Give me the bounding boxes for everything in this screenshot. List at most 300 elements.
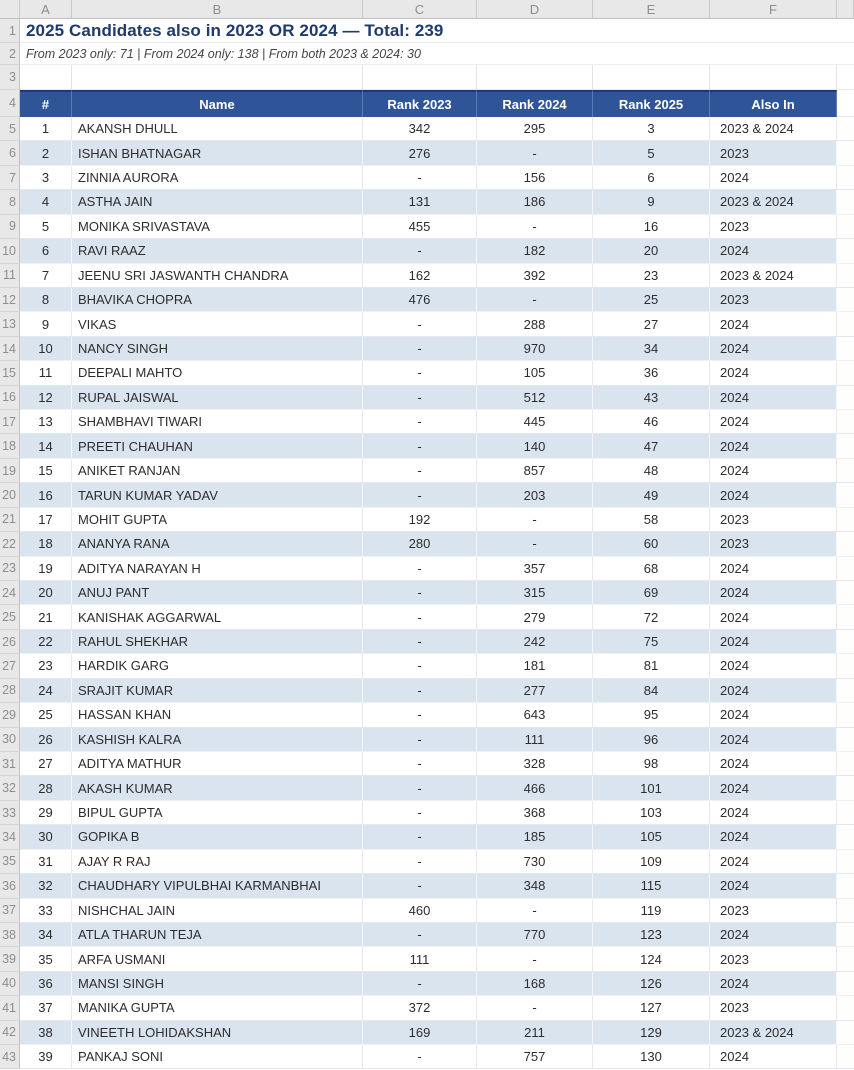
rank-2025-cell[interactable] xyxy=(593,386,710,410)
index-cell[interactable] xyxy=(20,630,72,654)
also-in-cell[interactable] xyxy=(710,630,837,654)
row-number[interactable]: 23 xyxy=(0,557,20,581)
rank-2025-cell[interactable] xyxy=(593,459,710,483)
rank-2025-cell[interactable] xyxy=(593,996,710,1020)
header-cell-rank-2024[interactable] xyxy=(477,90,593,117)
row-number[interactable]: 8 xyxy=(0,190,20,214)
name-cell[interactable] xyxy=(72,703,363,727)
rank-2025-cell[interactable] xyxy=(593,972,710,996)
also-in-cell[interactable] xyxy=(710,434,837,458)
rank-2024-cell[interactable] xyxy=(477,630,593,654)
rank-2024-cell[interactable] xyxy=(477,386,593,410)
also-in-cell[interactable] xyxy=(710,557,837,581)
name-cell[interactable] xyxy=(72,1021,363,1045)
column-letter-e[interactable]: E xyxy=(593,0,710,19)
rank-2025-cell[interactable] xyxy=(593,654,710,678)
rank-2024-cell[interactable] xyxy=(477,801,593,825)
row-number[interactable]: 5 xyxy=(0,117,20,141)
rank-2025-cell[interactable] xyxy=(593,337,710,361)
rank-2023-cell[interactable] xyxy=(363,679,477,703)
rank-2023-cell[interactable] xyxy=(363,312,477,336)
row-number[interactable]: 14 xyxy=(0,337,20,361)
row-number[interactable]: 42 xyxy=(0,1021,20,1045)
rank-2024-cell[interactable] xyxy=(477,923,593,947)
rank-2025-cell[interactable] xyxy=(593,630,710,654)
also-in-cell[interactable] xyxy=(710,752,837,776)
name-cell[interactable] xyxy=(72,166,363,190)
rank-2023-cell[interactable] xyxy=(363,288,477,312)
name-cell[interactable] xyxy=(72,581,363,605)
name-cell[interactable] xyxy=(72,850,363,874)
index-cell[interactable] xyxy=(20,166,72,190)
row-number[interactable]: 18 xyxy=(0,434,20,458)
rank-2023-cell[interactable] xyxy=(363,337,477,361)
row-number[interactable]: 24 xyxy=(0,581,20,605)
rank-2025-cell[interactable] xyxy=(593,703,710,727)
also-in-cell[interactable] xyxy=(710,361,837,385)
rank-2023-cell[interactable] xyxy=(363,1045,477,1069)
rank-2023-cell[interactable] xyxy=(363,581,477,605)
also-in-cell[interactable] xyxy=(710,825,837,849)
also-in-cell[interactable] xyxy=(710,532,837,556)
rank-2024-cell[interactable] xyxy=(477,1021,593,1045)
name-cell-value: ISHAN BHATNAGAR xyxy=(78,145,202,161)
index-cell[interactable] xyxy=(20,1021,72,1045)
index-cell[interactable] xyxy=(20,679,72,703)
name-cell[interactable] xyxy=(72,190,363,214)
row-number[interactable]: 4 xyxy=(0,90,20,117)
empty-cell[interactable] xyxy=(837,65,854,90)
subtitle-cell[interactable] xyxy=(20,43,854,65)
index-cell[interactable] xyxy=(20,434,72,458)
name-cell[interactable] xyxy=(72,679,363,703)
also-in-cell[interactable] xyxy=(710,801,837,825)
rank-2023-cell[interactable] xyxy=(363,605,477,629)
rank-2024-cell[interactable] xyxy=(477,557,593,581)
rank-2024-cell[interactable] xyxy=(477,312,593,336)
name-cell[interactable] xyxy=(72,239,363,263)
rank-2024-cell[interactable] xyxy=(477,776,593,800)
rank-2024-cell[interactable] xyxy=(477,728,593,752)
row-number[interactable]: 6 xyxy=(0,141,20,165)
index-cell[interactable] xyxy=(20,972,72,996)
rank-2023-cell[interactable] xyxy=(363,532,477,556)
rank-2023-cell[interactable] xyxy=(363,923,477,947)
name-cell[interactable] xyxy=(72,1045,363,1069)
rank-2025-cell[interactable] xyxy=(593,776,710,800)
name-cell[interactable] xyxy=(72,947,363,971)
header-cell-rank-2023[interactable] xyxy=(363,90,477,117)
rank-2024-cell[interactable] xyxy=(477,654,593,678)
rank-2024-cell[interactable] xyxy=(477,850,593,874)
rank-2025-cell[interactable] xyxy=(593,434,710,458)
index-cell[interactable] xyxy=(20,239,72,263)
also-in-cell[interactable] xyxy=(710,654,837,678)
rank-2025-cell[interactable] xyxy=(593,874,710,898)
also-in-cell[interactable] xyxy=(710,264,837,288)
row-number[interactable]: 12 xyxy=(0,288,20,312)
row-number[interactable]: 22 xyxy=(0,532,20,556)
rank-2023-cell[interactable] xyxy=(363,239,477,263)
index-cell[interactable] xyxy=(20,728,72,752)
rank-2023-cell[interactable] xyxy=(363,264,477,288)
also-in-cell[interactable] xyxy=(710,605,837,629)
name-cell[interactable] xyxy=(72,801,363,825)
row-number[interactable]: 17 xyxy=(0,410,20,434)
rank-2024-cell[interactable] xyxy=(477,337,593,361)
rank-2025-cell[interactable] xyxy=(593,1045,710,1069)
name-cell[interactable] xyxy=(72,557,363,581)
row-number[interactable]: 38 xyxy=(0,923,20,947)
index-cell[interactable] xyxy=(20,923,72,947)
row-number[interactable]: 41 xyxy=(0,996,20,1020)
name-cell[interactable] xyxy=(72,117,363,141)
row-number[interactable]: 36 xyxy=(0,874,20,898)
name-cell[interactable] xyxy=(72,361,363,385)
name-cell[interactable] xyxy=(72,630,363,654)
name-cell[interactable] xyxy=(72,386,363,410)
row-number[interactable]: 43 xyxy=(0,1045,20,1069)
rank-2024-cell[interactable] xyxy=(477,508,593,532)
row-number[interactable]: 27 xyxy=(0,654,20,678)
header-cell-also-in[interactable] xyxy=(710,90,837,117)
name-cell[interactable] xyxy=(72,312,363,336)
also-in-cell[interactable] xyxy=(710,679,837,703)
name-cell[interactable] xyxy=(72,508,363,532)
row-number[interactable]: 30 xyxy=(0,728,20,752)
rank-2025-cell[interactable] xyxy=(593,190,710,214)
rank-2024-cell[interactable] xyxy=(477,947,593,971)
rank-2025-cell[interactable] xyxy=(593,557,710,581)
rank-2025-cell[interactable] xyxy=(593,825,710,849)
index-cell[interactable] xyxy=(20,337,72,361)
index-cell[interactable] xyxy=(20,312,72,336)
empty-cell[interactable] xyxy=(710,65,837,90)
row-number[interactable]: 28 xyxy=(0,679,20,703)
index-cell[interactable] xyxy=(20,215,72,239)
rank-2024-cell[interactable] xyxy=(477,361,593,385)
rank-2023-cell[interactable] xyxy=(363,410,477,434)
index-cell[interactable] xyxy=(20,874,72,898)
also-in-cell[interactable] xyxy=(710,996,837,1020)
row-number[interactable]: 7 xyxy=(0,166,20,190)
also-in-cell[interactable] xyxy=(710,899,837,923)
row-number[interactable]: 20 xyxy=(0,483,20,507)
rank-2024-cell[interactable] xyxy=(477,117,593,141)
rank-2023-cell[interactable] xyxy=(363,459,477,483)
rank-2025-cell[interactable] xyxy=(593,752,710,776)
rank-2023-cell[interactable] xyxy=(363,1021,477,1045)
rank-2023-cell[interactable] xyxy=(363,972,477,996)
also-in-cell[interactable] xyxy=(710,728,837,752)
rank-2025-cell[interactable] xyxy=(593,581,710,605)
rank-2025-cell[interactable] xyxy=(593,288,710,312)
name-cell[interactable] xyxy=(72,434,363,458)
row-number[interactable]: 25 xyxy=(0,605,20,629)
column-letter-c[interactable]: C xyxy=(363,0,477,19)
rank-2023-cell[interactable] xyxy=(363,752,477,776)
name-cell[interactable] xyxy=(72,972,363,996)
index-cell[interactable] xyxy=(20,386,72,410)
rank-2023-cell[interactable] xyxy=(363,386,477,410)
name-cell[interactable] xyxy=(72,776,363,800)
also-in-cell[interactable] xyxy=(710,386,837,410)
column-letter-d[interactable]: D xyxy=(477,0,593,19)
name-cell[interactable] xyxy=(72,825,363,849)
row-number[interactable]: 9 xyxy=(0,215,20,239)
name-cell[interactable] xyxy=(72,874,363,898)
index-cell[interactable] xyxy=(20,190,72,214)
rank-2023-cell[interactable] xyxy=(363,728,477,752)
row-number[interactable]: 40 xyxy=(0,972,20,996)
rank-2025-cell[interactable] xyxy=(593,532,710,556)
name-cell[interactable] xyxy=(72,899,363,923)
rank-2023-cell[interactable] xyxy=(363,508,477,532)
name-cell[interactable] xyxy=(72,532,363,556)
row-number[interactable]: 29 xyxy=(0,703,20,727)
also-in-cell[interactable] xyxy=(710,288,837,312)
rank-2025-cell[interactable] xyxy=(593,483,710,507)
index-cell[interactable] xyxy=(20,752,72,776)
row-number[interactable]: 11 xyxy=(0,264,20,288)
rank-2023-cell[interactable] xyxy=(363,825,477,849)
also-in-cell[interactable] xyxy=(710,239,837,263)
rank-2024-cell[interactable] xyxy=(477,459,593,483)
row-number[interactable]: 33 xyxy=(0,801,20,825)
also-in-cell[interactable] xyxy=(710,874,837,898)
also-in-cell[interactable] xyxy=(710,776,837,800)
index-cell[interactable] xyxy=(20,361,72,385)
rank-2024-cell[interactable] xyxy=(477,483,593,507)
column-letter-a[interactable]: A xyxy=(20,0,72,19)
empty-cell[interactable] xyxy=(363,65,477,90)
rank-2025-cell[interactable] xyxy=(593,117,710,141)
rank-2023-cell[interactable] xyxy=(363,703,477,727)
index-cell[interactable] xyxy=(20,654,72,678)
also-in-cell[interactable] xyxy=(710,581,837,605)
rank-2024-cell[interactable] xyxy=(477,264,593,288)
rank-2023-cell[interactable] xyxy=(363,215,477,239)
rank-2023-cell[interactable] xyxy=(363,141,477,165)
row-number[interactable]: 10 xyxy=(0,239,20,263)
rank-2025-cell[interactable] xyxy=(593,215,710,239)
also-in-cell[interactable] xyxy=(710,947,837,971)
rank-2025-cell[interactable] xyxy=(593,899,710,923)
name-cell[interactable] xyxy=(72,654,363,678)
column-letter-b[interactable]: B xyxy=(72,0,363,19)
rank-2024-cell[interactable] xyxy=(477,1045,593,1069)
rank-2024-cell[interactable] xyxy=(477,166,593,190)
rank-2024-cell[interactable] xyxy=(477,752,593,776)
also-in-cell[interactable] xyxy=(710,1045,837,1069)
index-cell[interactable] xyxy=(20,947,72,971)
also-in-cell[interactable] xyxy=(710,972,837,996)
index-cell[interactable] xyxy=(20,410,72,434)
rank-2024-cell[interactable] xyxy=(477,972,593,996)
rank-2024-cell[interactable] xyxy=(477,215,593,239)
rank-2025-cell[interactable] xyxy=(593,679,710,703)
row-number[interactable]: 32 xyxy=(0,776,20,800)
corner-cell[interactable] xyxy=(0,0,20,19)
rank-2024-cell[interactable] xyxy=(477,410,593,434)
rank-2023-cell[interactable] xyxy=(363,801,477,825)
rank-2025-cell[interactable] xyxy=(593,166,710,190)
rank-2025-cell[interactable] xyxy=(593,361,710,385)
rank-2025-cell[interactable] xyxy=(593,410,710,434)
name-cell[interactable] xyxy=(72,337,363,361)
rank-2024-cell[interactable] xyxy=(477,679,593,703)
rank-2024-cell[interactable] xyxy=(477,899,593,923)
rank-2023-cell[interactable] xyxy=(363,434,477,458)
rank-2024-cell[interactable] xyxy=(477,874,593,898)
rank-2025-cell[interactable] xyxy=(593,850,710,874)
index-cell[interactable] xyxy=(20,141,72,165)
rank-2024-cell[interactable] xyxy=(477,434,593,458)
rank-2023-cell[interactable] xyxy=(363,557,477,581)
name-cell[interactable] xyxy=(72,215,363,239)
rank-2025-cell[interactable] xyxy=(593,947,710,971)
also-in-cell[interactable] xyxy=(710,166,837,190)
rank-2024-cell[interactable] xyxy=(477,288,593,312)
also-in-cell[interactable] xyxy=(710,459,837,483)
row-number[interactable]: 37 xyxy=(0,899,20,923)
name-cell[interactable] xyxy=(72,605,363,629)
rank-2025-cell[interactable] xyxy=(593,141,710,165)
row-number[interactable]: 31 xyxy=(0,752,20,776)
index-cell[interactable] xyxy=(20,801,72,825)
also-in-cell[interactable] xyxy=(710,703,837,727)
rank-2023-cell[interactable] xyxy=(363,483,477,507)
name-cell[interactable] xyxy=(72,483,363,507)
also-in-cell[interactable] xyxy=(710,337,837,361)
row-number[interactable]: 16 xyxy=(0,386,20,410)
also-in-cell[interactable] xyxy=(710,117,837,141)
also-in-cell[interactable] xyxy=(710,923,837,947)
index-cell[interactable] xyxy=(20,1045,72,1069)
rank-2024-cell[interactable] xyxy=(477,532,593,556)
rank-2023-cell[interactable] xyxy=(363,776,477,800)
rank-2023-cell[interactable] xyxy=(363,190,477,214)
name-cell[interactable] xyxy=(72,288,363,312)
index-cell[interactable] xyxy=(20,776,72,800)
index-cell[interactable] xyxy=(20,703,72,727)
row-number[interactable]: 3 xyxy=(0,65,20,90)
index-cell[interactable] xyxy=(20,508,72,532)
rank-2025-cell[interactable] xyxy=(593,508,710,532)
row-number[interactable]: 2 xyxy=(0,43,20,65)
rank-2025-cell[interactable] xyxy=(593,923,710,947)
empty-cell[interactable] xyxy=(20,65,72,90)
index-cell[interactable] xyxy=(20,605,72,629)
name-cell[interactable] xyxy=(72,410,363,434)
rank-2025-cell[interactable] xyxy=(593,312,710,336)
name-cell[interactable] xyxy=(72,459,363,483)
rank-2025-cell[interactable] xyxy=(593,605,710,629)
rank-2025-cell[interactable] xyxy=(593,801,710,825)
rank-2025-cell[interactable] xyxy=(593,239,710,263)
index-cell[interactable] xyxy=(20,899,72,923)
row-number[interactable]: 21 xyxy=(0,508,20,532)
rank-2023-cell[interactable] xyxy=(363,996,477,1020)
rank-2023-cell[interactable] xyxy=(363,630,477,654)
empty-cell[interactable] xyxy=(593,65,710,90)
index-cell[interactable] xyxy=(20,996,72,1020)
rank-2023-cell[interactable] xyxy=(363,361,477,385)
rank-2023-cell[interactable] xyxy=(363,899,477,923)
rank-2023-cell[interactable] xyxy=(363,117,477,141)
also-in-cell[interactable] xyxy=(710,190,837,214)
name-cell[interactable] xyxy=(72,996,363,1020)
rank-2025-cell[interactable] xyxy=(593,728,710,752)
rank-2024-cell[interactable] xyxy=(477,703,593,727)
row-number[interactable]: 13 xyxy=(0,312,20,336)
also-in-cell[interactable] xyxy=(710,1021,837,1045)
row-number[interactable]: 39 xyxy=(0,947,20,971)
also-in-cell[interactable] xyxy=(710,215,837,239)
index-cell[interactable] xyxy=(20,825,72,849)
rank-2024-cell[interactable] xyxy=(477,581,593,605)
also-in-cell[interactable] xyxy=(710,312,837,336)
index-cell[interactable] xyxy=(20,459,72,483)
rank-2025-cell[interactable] xyxy=(593,1021,710,1045)
index-cell[interactable] xyxy=(20,288,72,312)
empty-cell[interactable] xyxy=(477,65,593,90)
index-cell[interactable] xyxy=(20,581,72,605)
also-in-cell[interactable] xyxy=(710,850,837,874)
rank-2023-cell[interactable] xyxy=(363,166,477,190)
row-number[interactable]: 1 xyxy=(0,19,20,43)
rank-2024-cell[interactable] xyxy=(477,996,593,1020)
name-cell[interactable] xyxy=(72,141,363,165)
index-cell[interactable] xyxy=(20,483,72,507)
also-in-cell[interactable] xyxy=(710,141,837,165)
rank-2024-cell[interactable] xyxy=(477,190,593,214)
rank-2023-cell[interactable] xyxy=(363,947,477,971)
rank-2023-cell[interactable] xyxy=(363,654,477,678)
index-cell[interactable] xyxy=(20,264,72,288)
row-number[interactable]: 34 xyxy=(0,825,20,849)
header-cell-[interactable] xyxy=(20,90,72,117)
header-cell-rank-2025[interactable] xyxy=(593,90,710,117)
rank-2023-cell[interactable] xyxy=(363,874,477,898)
name-cell[interactable] xyxy=(72,923,363,947)
rank-2024-cell[interactable] xyxy=(477,605,593,629)
index-cell[interactable] xyxy=(20,117,72,141)
row-number[interactable]: 19 xyxy=(0,459,20,483)
also-in-cell[interactable] xyxy=(710,410,837,434)
name-cell[interactable] xyxy=(72,264,363,288)
header-cell-name[interactable] xyxy=(72,90,363,117)
rank-2024-cell[interactable] xyxy=(477,141,593,165)
index-cell[interactable] xyxy=(20,532,72,556)
row-number[interactable]: 15 xyxy=(0,361,20,385)
also-in-cell[interactable] xyxy=(710,483,837,507)
column-letter-f[interactable]: F xyxy=(710,0,837,19)
also-in-cell[interactable] xyxy=(710,508,837,532)
row-number[interactable]: 35 xyxy=(0,850,20,874)
title-cell[interactable] xyxy=(20,19,854,43)
rank-2024-cell[interactable] xyxy=(477,825,593,849)
row-number[interactable]: 26 xyxy=(0,630,20,654)
rank-2023-cell[interactable] xyxy=(363,850,477,874)
index-cell[interactable] xyxy=(20,557,72,581)
name-cell[interactable] xyxy=(72,752,363,776)
index-cell[interactable] xyxy=(20,850,72,874)
name-cell[interactable] xyxy=(72,728,363,752)
rank-2025-cell[interactable] xyxy=(593,264,710,288)
rank-2024-cell[interactable] xyxy=(477,239,593,263)
empty-cell[interactable] xyxy=(72,65,363,90)
